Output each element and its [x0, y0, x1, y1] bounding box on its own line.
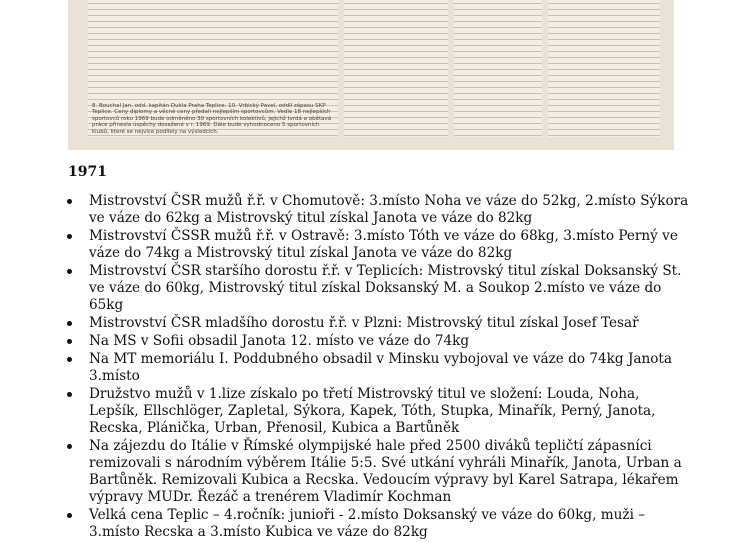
results-list — [89, 193, 689, 542]
clipping-column — [454, 0, 542, 137]
list-item: Mistrovství ČSSR mužů ř.ř. v Ostravě: 3.místo Tóth ve váze do 68kg, 3.místo Perný ve váze do 74kg a Mistrovský titul získal Janota ve váze do 82kg — [89, 228, 689, 262]
newspaper-clipping-image — [68, 0, 674, 150]
clipping-column — [344, 0, 448, 137]
year-heading: 1971 — [68, 164, 107, 180]
clipping-column — [548, 0, 660, 137]
clipping-column-text: 8. Bouchal Jan, odd. kapitán Dukla Praha Teplice. 10. Vrbický Pavel, oddíl zápasu SKP Teplice. Ceny diplomy a věcné ceny předali nejlepším sportovcům. Vedle 18 nejlepších sportovců roku 1969 bude odměněno 30 sportovních kolektivů, jejichž tvrdá a obětavá práce přinesla úspěchy dosažené v r. 1969. Dále bude vyhodnoceno 5 sportovních klubů, které se nejvíce podílely na výsledcích. — [92, 102, 332, 135]
list-item: Velká cena Teplic – 4.ročník: junioři - 2.místo Doksanský ve váze do 60kg, muži – 3.místo Recska a 3.místo Kubica ve váze do 82kg — [89, 507, 689, 541]
list-item: Na MS v Sofii obsadil Janota 12. místo ve váze do 74kg — [89, 333, 689, 350]
list-item: Družstvo mužů v 1.lize získalo po třetí Mistrovský titul ve složení: Louda, Noha, Lepšík, Ellschlöger, Zapletal, Sýkora, Kapek, Tóth, Stupka, Minařík, Perný, Janota, Recska, Plánička, Urban, Přenosil, Kubica a Bartůněk — [89, 386, 689, 437]
list-item: Mistrovství ČSR staršího dorostu ř.ř. v Teplicích: Mistrovský titul získal Doksanský St. ve váze do 60kg, Mistrovský titul získal Doksanský M. a Soukop 2.místo ve váze do 65kg — [89, 263, 689, 314]
clipping-column — [88, 0, 338, 137]
list-item: Mistrovství ČSR mužů ř.ř. v Chomutově: 3.místo Noha ve váze do 52kg, 2.místo Sýkora ve váze do 62kg a Mistrovský titul získal Janota ve váze do 82kg — [89, 193, 689, 226]
list-item: Mistrovství ČSR mladšího dorostu ř.ř. v Plzni: Mistrovský titul získal Josef Tesař — [89, 315, 689, 332]
list-item: Na MT memoriálu I. Poddubného obsadil v Minsku vybojoval ve váze do 74kg Janota 3.místo — [89, 351, 689, 385]
list-item: Na zájezdu do Itálie v Římské olympijské hale před 2500 diváků tepličtí zápasníci remizovali s národním výběrem Itálie 5:5. Své utkání vyhráli Minařík, Janota, Urban a Bartůněk. Remizovali Kubica a Recska. Vedoucím výpravy byl Karel Satrapa, lékařem výpravy MUDr. Řezáč a trenérem Vladimír Kochman — [89, 438, 689, 506]
